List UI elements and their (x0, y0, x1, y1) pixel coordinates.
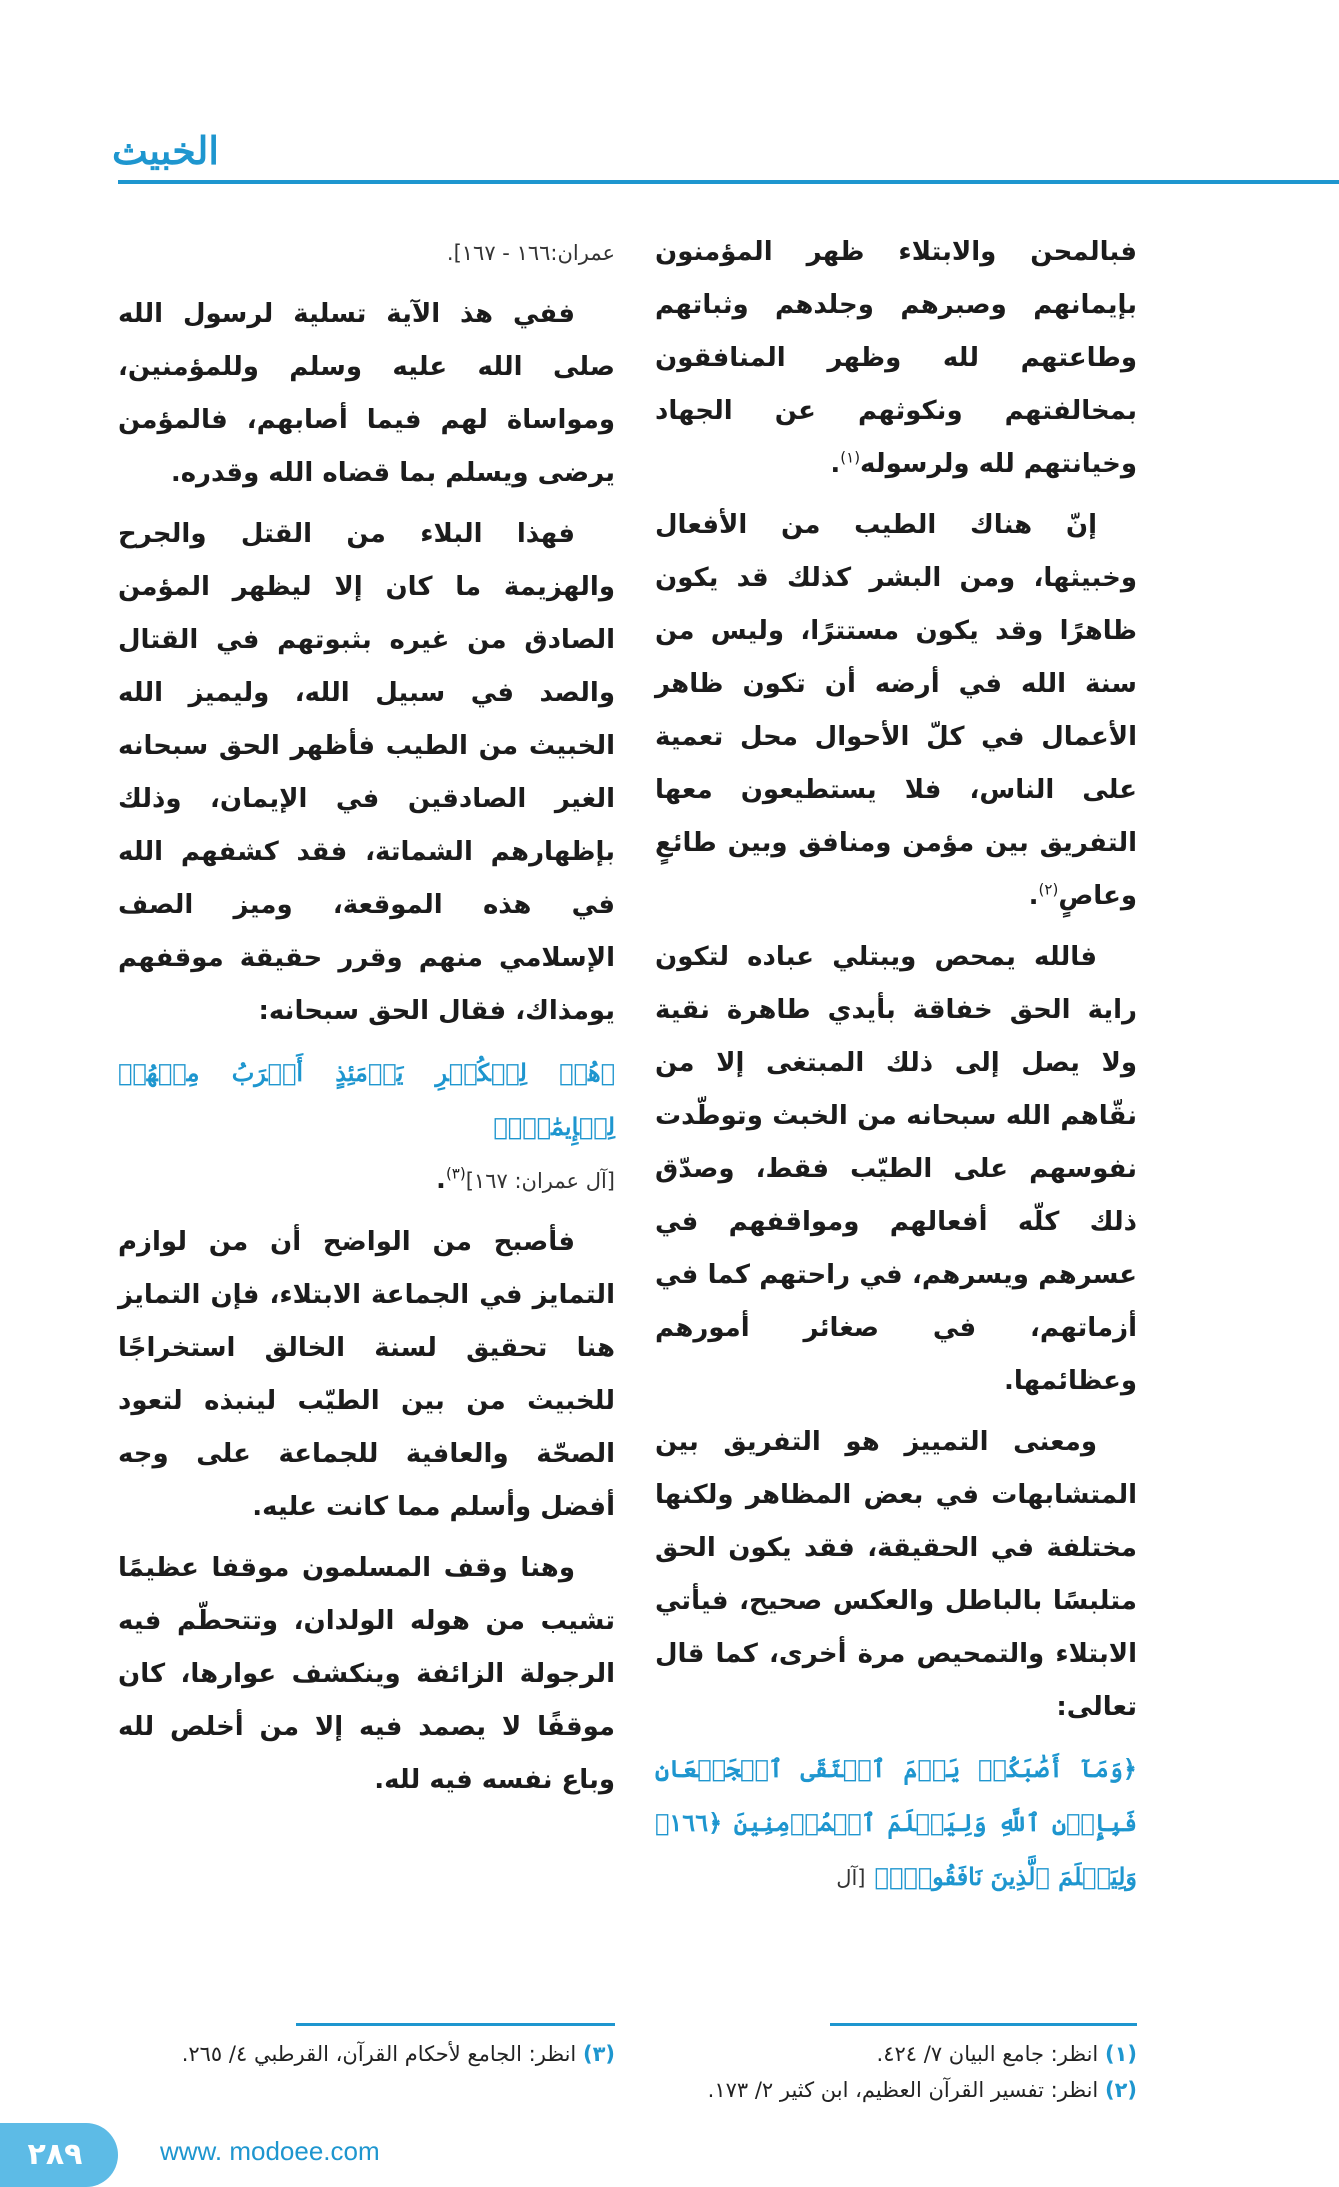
paragraph: إنّ هناك الطيب من الأفعال وخبيثها، ومن البشر كذلك قد يكون ظاهرًا وقد يكون مستترًا، وليس من سنة الله في أرضه أن تكون ظاهر الأعمال في كلّ الأحوال محل تعمية على الناس، فلا يستطيعون معها التفريق بين مؤمن ومنافق وبين طائعٍ وعاصٍ$^{(٢)}$. (655, 510, 1137, 911)
footnote-ref[interactable]: (٣) (445, 1164, 466, 1183)
paragraph: وهنا وقف المسلمون موقفا عظيمًا تشيب من هوله الولدان، وتتحطّم فيه الرجولة الزائفة وينكشف عوارها، كان موقفًا لا يصمد فيه إلا من أخلص لله وباع نفسه فيه لله. (118, 1553, 615, 1795)
verse-reference: [آل عمران: ١٦٧] (465, 1169, 615, 1193)
left-column (118, 226, 615, 1815)
footnote-divider (830, 2023, 1137, 2026)
footnote-text: انظر: الجامع لأحكام القرآن، القرطبي ٤/ ٢٦٥. (181, 2042, 577, 2066)
footnote-number: (١) (1104, 2042, 1137, 2066)
paragraph: ففي هذ الآية تسلية لرسول الله صلى الله عليه وسلم وللمؤمنين، ومواساة لهم فيما أصابهم، فالمؤمن يرضى ويسلم بما قضاه الله وقدره. (118, 299, 615, 488)
quran-verse-block (655, 1742, 1137, 1905)
paragraph: فالله يمحص ويبتلي عباده لتكون راية الحق خفاقة بأيدي طاهرة نقية ولا يصل إلى ذلك المبتغى إلا من نقّاهم الله سبحانه من الخبث وتوطّدت نفوسهم على الطيّب فقط، وصدّق ذلك كلّه أفعالهم ومواقفهم في عسرهم ويسرهم، في راحتهم كما في أزماتهم، في صغائر أمورهم وعظائمها. (655, 942, 1137, 1396)
header-divider (118, 180, 1339, 184)
quran-verse: ﴿وَمَآ أَصَٰبَكُمۡ يَوۡمَ ٱلۡتَقَى ٱلۡجَمۡعَانِ فَبِإِذۡنِ ٱللَّهِ وَلِيَعۡلَمَ ٱلۡمُؤۡمِنِينَ ﴿١٦٦﴾ وَلِيَعۡلَمَ ٱلَّذِينَ نَافَقُواْۚ﴾ (655, 1754, 1137, 1891)
footnote-number: (٣) (582, 2042, 615, 2066)
footnote-ref[interactable]: (١) (840, 448, 861, 467)
footnote (655, 2072, 1137, 2108)
quran-verse: ﴿هُمۡ لِلۡكُفۡرِ يَوۡمَئِذٍ أَقۡرَبُ مِنۡهُمۡ لِلۡإِيمَٰنِۚ﴾ (118, 1058, 615, 1141)
website-link[interactable]: www. modoee.com (160, 2136, 380, 2166)
paragraph: ومعنى التمييز هو التفريق بين المتشابهات في بعض المظاهر ولكنها مختلفة في الحقيقة، فقد يكون الحق متلبسًا بالباطل والعكس صحيح، فيأتي الابتلاء والتمحيص مرة أخرى، كما قال تعالى: (655, 1427, 1137, 1722)
footnote-divider (296, 2023, 615, 2026)
footnote-text: انظر: جامع البيان ٧/ ٤٢٤. (876, 2042, 1099, 2066)
footnotes-left (118, 2036, 615, 2072)
footnote (118, 2036, 615, 2072)
paragraph: فأصبح من الواضح أن من لوازم التمايز في الجماعة الابتلاء، فإن التمايز هنا تحقيق لسنة الخالق استخراجًا للخبيث من بين الطيّب لينبذه لتعود الصحّة والعافية للجماعة على وجه أفضل وأسلم مما كانت عليه. (118, 1227, 615, 1522)
footnote (655, 2036, 1137, 2072)
right-column (655, 226, 1137, 1913)
footnote-number: (٢) (1104, 2078, 1137, 2102)
footnote-text: انظر: تفسير القرآن العظيم، ابن كثير ٢/ ١٧٣. (707, 2078, 1099, 2102)
page-number: ٢٨٩ (27, 2137, 83, 2172)
verse-reference-continued: عمران:١٦٦ - ١٦٧]. (446, 241, 615, 265)
page-header-title: الخبيث (112, 128, 219, 173)
quran-verse-block: ﴿هُمۡ لِلۡكُفۡرِ يَوۡمَئِذٍ أَقۡرَبُ مِنۡهُمۡ لِلۡإِيمَٰنِۚ﴾ [آل عمران: ١٦٧]$^{(٣)}$. (118, 1058, 615, 1195)
paragraph: فهذا البلاء من القتل والجرح والهزيمة ما كان إلا ليظهر المؤمن الصادق من غيره بثبوتهم في القتال والصد في سبيل الله، وليميز الله الخبيث من الطيب فأظهر الحق سبحانه الغير الصادقين في الإيمان، وذلك بإظهارهم الشماتة، فقد كشفهم الله في هذه الموقعة، وميز الصف الإسلامي منهم وقرر حقيقة موقفهم يومذاك، فقال الحق سبحانه: (118, 519, 615, 1026)
verse-reference: [آل (836, 1866, 866, 1890)
footnote-ref[interactable]: (٢) (1038, 880, 1059, 899)
paragraph: فبالمحن والابتلاء ظهر المؤمنون بإيمانهم وصبرهم وجلدهم وثباتهم وطاعتهم لله وظهر المنافقون بمخالفتهم ونكوثهم عن الجهاد وخيانتهم لله ولرسوله$^{(١)}$. (655, 237, 1137, 479)
footnotes-right (655, 2036, 1137, 2108)
